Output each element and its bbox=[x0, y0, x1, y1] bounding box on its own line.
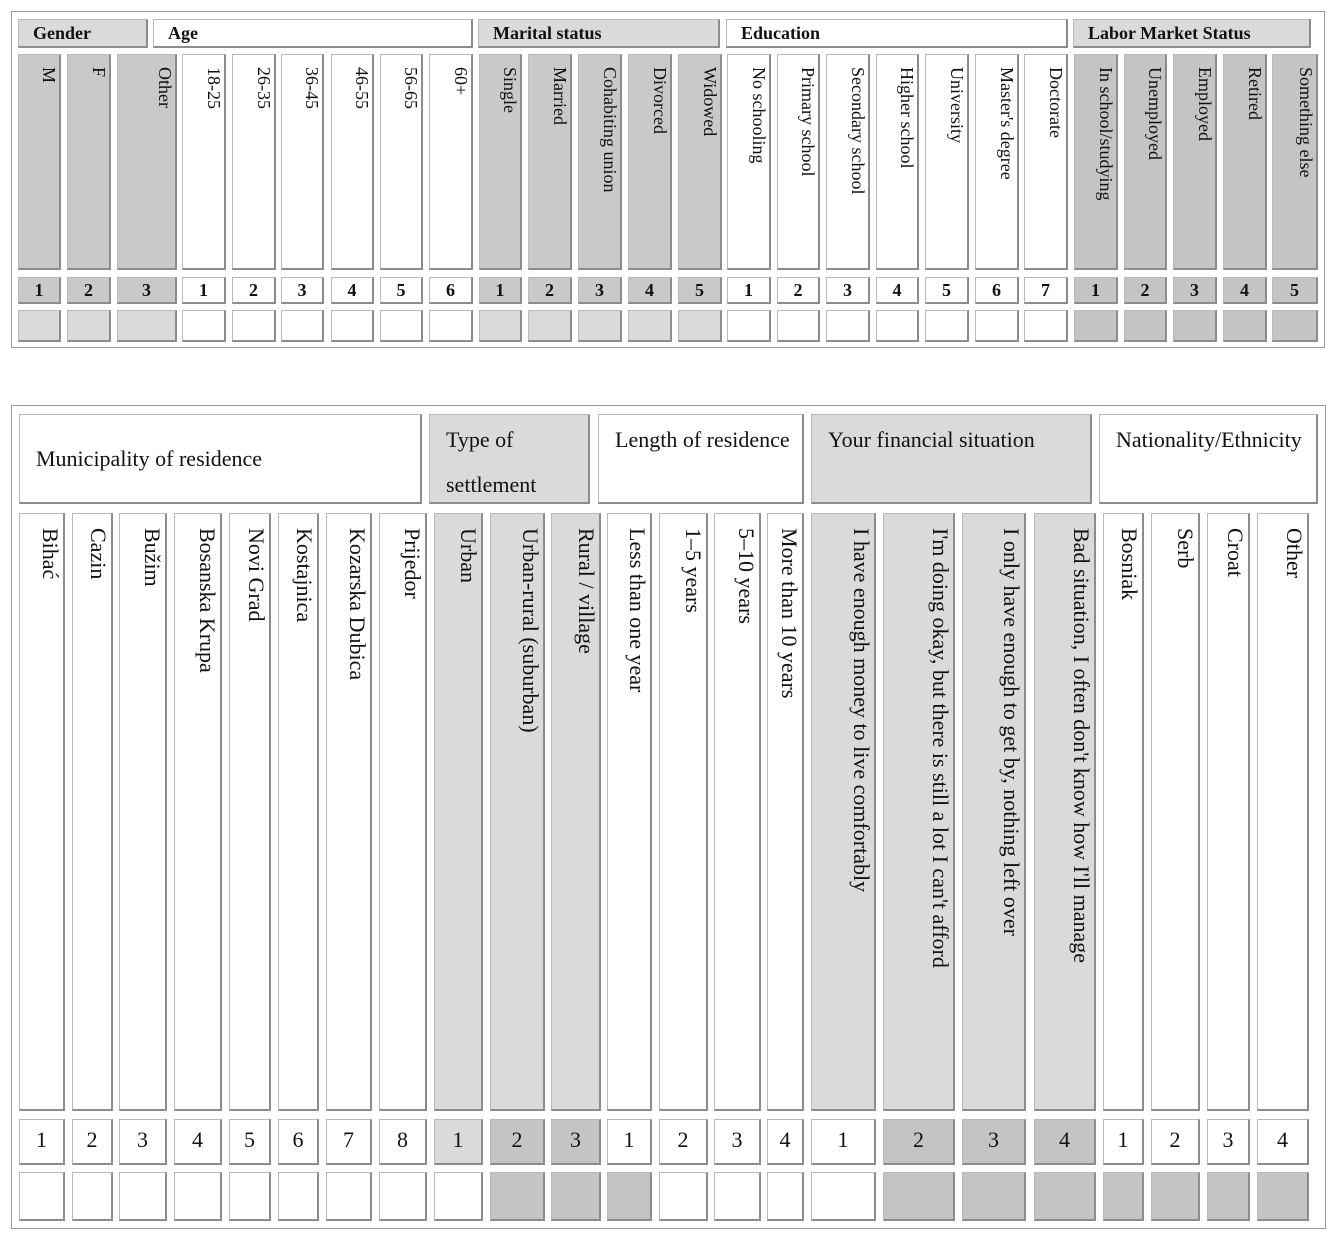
option-label-no-schooling bbox=[727, 54, 771, 270]
option-label-text: I have enough money to live comfortably bbox=[849, 528, 874, 893]
answer-box-46-55[interactable] bbox=[331, 310, 374, 342]
option-label-text: Doctorate bbox=[1046, 67, 1066, 138]
section-header-labor-market-status: Labor Market Status bbox=[1073, 19, 1311, 48]
option-code: 3 bbox=[281, 277, 324, 304]
option-label-text: Higher school bbox=[897, 67, 917, 169]
answer-box-1-5-years[interactable] bbox=[659, 1172, 708, 1221]
option-code: 3 bbox=[1173, 277, 1217, 304]
option-label-text: Primary school bbox=[798, 67, 818, 177]
option-label-text: Cohabiting union bbox=[600, 67, 620, 193]
section-header-length-of-residence bbox=[598, 414, 804, 504]
option-label-text: Unemployed bbox=[1145, 67, 1165, 160]
section-header-text: Type of settlement bbox=[446, 427, 537, 497]
answer-box-kozarska-dubica[interactable] bbox=[326, 1172, 372, 1221]
answer-box-employed[interactable] bbox=[1173, 310, 1217, 342]
option-label-36-45 bbox=[281, 54, 324, 270]
option-label-text: Bihać bbox=[38, 528, 63, 580]
option-label-single bbox=[479, 54, 522, 270]
answer-box-novi-grad[interactable] bbox=[229, 1172, 271, 1221]
option-label-cazin bbox=[72, 513, 113, 1111]
answer-box-doctorate[interactable] bbox=[1024, 310, 1068, 342]
option-label-text: 60+ bbox=[451, 67, 471, 96]
option-label-employed bbox=[1173, 54, 1217, 270]
option-label-bad-situation-i-often-don-t-know-how-i-ll-manage bbox=[1034, 513, 1096, 1111]
option-code: 5 bbox=[380, 277, 423, 304]
section-header-your-financial-situation bbox=[811, 414, 1092, 504]
option-code: 8 bbox=[379, 1119, 427, 1165]
section-header-text: Nationality/Ethnicity bbox=[1116, 427, 1302, 452]
option-code: 3 bbox=[117, 277, 177, 304]
answer-box-no-schooling[interactable] bbox=[727, 310, 771, 342]
option-label-primary-school bbox=[777, 54, 820, 270]
option-code: 4 bbox=[628, 277, 672, 304]
option-label-text: 1–5 years bbox=[681, 528, 706, 613]
answer-box-divorced[interactable] bbox=[628, 310, 672, 342]
answer-box-i-have-enough-money-to-live-comfortably[interactable] bbox=[811, 1172, 876, 1221]
answer-box-kostajnica[interactable] bbox=[278, 1172, 319, 1221]
option-label-f bbox=[67, 54, 111, 270]
option-code: 2 bbox=[1124, 277, 1167, 304]
option-label-text: Widowed bbox=[700, 67, 720, 137]
option-label-retired bbox=[1223, 54, 1267, 270]
option-label-text: Bosanska Krupa bbox=[195, 528, 220, 673]
option-code: 4 bbox=[174, 1119, 222, 1165]
answer-box-prijedor[interactable] bbox=[379, 1172, 427, 1221]
option-label-widowed bbox=[678, 54, 722, 270]
answer-box-unemployed[interactable] bbox=[1124, 310, 1167, 342]
option-code: 1 bbox=[811, 1119, 876, 1165]
option-code: 3 bbox=[119, 1119, 167, 1165]
option-code: 1 bbox=[727, 277, 771, 304]
option-label-text: Novi Grad bbox=[244, 528, 269, 622]
option-code: 7 bbox=[1024, 277, 1068, 304]
answer-box-m[interactable] bbox=[18, 310, 61, 342]
option-label-text: 26-35 bbox=[254, 67, 274, 109]
option-code: 5 bbox=[229, 1119, 271, 1165]
option-label-university bbox=[925, 54, 969, 270]
option-label-bihac bbox=[19, 513, 65, 1111]
option-label-text: 46-55 bbox=[352, 67, 372, 109]
option-code: 1 bbox=[1103, 1119, 1144, 1165]
answer-box-serb[interactable] bbox=[1151, 1172, 1200, 1221]
option-label-text: Single bbox=[500, 67, 520, 114]
option-label-text: 18-25 bbox=[204, 67, 224, 109]
option-label-serb bbox=[1151, 513, 1200, 1111]
option-code: 3 bbox=[578, 277, 622, 304]
answer-box-less-than-one-year[interactable] bbox=[607, 1172, 652, 1221]
answer-box-bosanska-krupa[interactable] bbox=[174, 1172, 222, 1221]
option-label-something-else bbox=[1272, 54, 1318, 270]
answer-box-rural-village[interactable] bbox=[551, 1172, 601, 1221]
answer-box-other[interactable] bbox=[117, 310, 177, 342]
option-code: 2 bbox=[777, 277, 820, 304]
answer-box-higher-school[interactable] bbox=[876, 310, 919, 342]
option-label-in-school-studying bbox=[1074, 54, 1118, 270]
answer-box-56-65[interactable] bbox=[380, 310, 423, 342]
option-label-text: Something else bbox=[1296, 67, 1316, 178]
option-label-46-55 bbox=[331, 54, 374, 270]
answer-box-university[interactable] bbox=[925, 310, 969, 342]
section-header-age: Age bbox=[153, 19, 473, 48]
answer-box-widowed[interactable] bbox=[678, 310, 722, 342]
answer-box-buzim[interactable] bbox=[119, 1172, 167, 1221]
option-label-text: Croat bbox=[1223, 528, 1248, 577]
option-label-text: Married bbox=[550, 67, 570, 125]
option-code: 1 bbox=[19, 1119, 65, 1165]
option-code: 2 bbox=[883, 1119, 955, 1165]
option-code: 2 bbox=[67, 277, 111, 304]
option-code: 4 bbox=[1257, 1119, 1309, 1165]
answer-box-5-10-years[interactable] bbox=[714, 1172, 761, 1221]
option-label-kozarska-dubica bbox=[326, 513, 372, 1111]
answer-box-36-45[interactable] bbox=[281, 310, 324, 342]
answer-box-bad-situation-i-often-don-t-know-how-i-ll-manage[interactable] bbox=[1034, 1172, 1096, 1221]
option-label-text: Kostajnica bbox=[292, 528, 317, 623]
option-label-text: More than 10 years bbox=[777, 528, 802, 699]
option-label-text: Divorced bbox=[650, 67, 670, 134]
option-code: 5 bbox=[1272, 277, 1318, 304]
option-label-rural-village bbox=[551, 513, 601, 1111]
option-label-other bbox=[1257, 513, 1309, 1111]
answer-box-i-m-doing-okay-but-there-is-still-a-lot-i-can-t-afford[interactable] bbox=[883, 1172, 955, 1221]
section-header-gender: Gender bbox=[18, 19, 148, 48]
answer-box-26-35[interactable] bbox=[232, 310, 276, 342]
option-label-text: Serb bbox=[1173, 528, 1198, 569]
option-label-5-10-years bbox=[714, 513, 761, 1111]
answer-box-other[interactable] bbox=[1257, 1172, 1309, 1221]
option-code: 4 bbox=[767, 1119, 804, 1165]
option-label-less-than-one-year bbox=[607, 513, 652, 1111]
option-label-urban-rural-suburban bbox=[490, 513, 545, 1111]
option-code: 1 bbox=[182, 277, 226, 304]
option-label-more-than-10-years bbox=[767, 513, 804, 1111]
option-label-cohabiting-union bbox=[578, 54, 622, 270]
option-code: 1 bbox=[18, 277, 61, 304]
option-label-divorced bbox=[628, 54, 672, 270]
option-code: 1 bbox=[434, 1119, 483, 1165]
answer-box-something-else[interactable] bbox=[1272, 310, 1318, 342]
option-label-unemployed bbox=[1124, 54, 1167, 270]
option-label-text: Employed bbox=[1195, 67, 1215, 141]
option-label-text: M bbox=[39, 67, 59, 84]
option-label-buzim bbox=[119, 513, 167, 1111]
option-code: 4 bbox=[1223, 277, 1267, 304]
option-label-text: 56-65 bbox=[401, 67, 421, 109]
answer-box-married[interactable] bbox=[528, 310, 572, 342]
option-label-26-35 bbox=[232, 54, 276, 270]
answer-box-cazin[interactable] bbox=[72, 1172, 113, 1221]
option-code: 1 bbox=[479, 277, 522, 304]
option-label-kostajnica bbox=[278, 513, 319, 1111]
option-code: 2 bbox=[72, 1119, 113, 1165]
answer-box-bihac[interactable] bbox=[19, 1172, 65, 1221]
option-label-text: Rural / village bbox=[574, 528, 599, 654]
option-label-text: No schooling bbox=[749, 67, 769, 164]
option-code: 2 bbox=[659, 1119, 708, 1165]
option-code: 4 bbox=[1034, 1119, 1096, 1165]
option-label-text: I only have enough to get by, nothing left over bbox=[999, 528, 1024, 936]
option-label-text: Other bbox=[1282, 528, 1307, 579]
option-label-married bbox=[528, 54, 572, 270]
option-label-text: I'm doing okay, but there is still a lot I can't afford bbox=[928, 528, 953, 968]
demographics-form-part-2 bbox=[11, 405, 1326, 1229]
answer-box-urban[interactable] bbox=[434, 1172, 483, 1221]
answer-box-primary-school[interactable] bbox=[777, 310, 820, 342]
option-code: 1 bbox=[607, 1119, 652, 1165]
option-label-master-s-degree bbox=[975, 54, 1019, 270]
answer-box-60[interactable] bbox=[429, 310, 473, 342]
option-label-18-25 bbox=[182, 54, 226, 270]
option-label-text: Secondary school bbox=[848, 67, 868, 195]
option-label-i-m-doing-okay-but-there-is-still-a-lot-i-can-t-afford bbox=[883, 513, 955, 1111]
option-label-1-5-years bbox=[659, 513, 708, 1111]
answer-box-in-school-studying[interactable] bbox=[1074, 310, 1118, 342]
option-code: 2 bbox=[232, 277, 276, 304]
option-code: 3 bbox=[826, 277, 870, 304]
option-label-text: Retired bbox=[1245, 67, 1265, 120]
answer-box-f[interactable] bbox=[67, 310, 111, 342]
option-label-secondary-school bbox=[826, 54, 870, 270]
option-label-text: Bosniak bbox=[1117, 528, 1142, 601]
option-code: 5 bbox=[925, 277, 969, 304]
option-label-bosniak bbox=[1103, 513, 1144, 1111]
option-label-urban bbox=[434, 513, 483, 1111]
option-label-croat bbox=[1207, 513, 1250, 1111]
option-label-text: F bbox=[89, 67, 109, 78]
option-label-other bbox=[117, 54, 177, 270]
answer-box-more-than-10-years[interactable] bbox=[767, 1172, 804, 1221]
option-code: 3 bbox=[962, 1119, 1026, 1165]
option-label-60 bbox=[429, 54, 473, 270]
option-label-text: 5–10 years bbox=[734, 528, 759, 624]
answer-box-bosniak[interactable] bbox=[1103, 1172, 1144, 1221]
option-label-i-only-have-enough-to-get-by-nothing-left-over bbox=[962, 513, 1026, 1111]
option-code: 3 bbox=[551, 1119, 601, 1165]
option-label-bosanska-krupa bbox=[174, 513, 222, 1111]
answer-box-18-25[interactable] bbox=[182, 310, 226, 342]
option-code: 5 bbox=[678, 277, 722, 304]
option-code: 4 bbox=[876, 277, 919, 304]
option-label-text: Prijedor bbox=[400, 528, 425, 599]
option-code: 6 bbox=[975, 277, 1019, 304]
section-header-nationality-ethnicity bbox=[1099, 414, 1318, 504]
option-code: 6 bbox=[429, 277, 473, 304]
option-label-text: Urban bbox=[456, 528, 481, 583]
answer-box-urban-rural-suburban[interactable] bbox=[490, 1172, 545, 1221]
answer-box-cohabiting-union[interactable] bbox=[578, 310, 622, 342]
option-label-text: Other bbox=[155, 67, 175, 108]
answer-box-secondary-school[interactable] bbox=[826, 310, 870, 342]
option-label-text: In school/studying bbox=[1096, 67, 1116, 201]
option-label-text: University bbox=[947, 67, 967, 143]
answer-box-master-s-degree[interactable] bbox=[975, 310, 1019, 342]
option-code: 2 bbox=[490, 1119, 545, 1165]
option-label-doctorate bbox=[1024, 54, 1068, 270]
option-label-prijedor bbox=[379, 513, 427, 1111]
option-code: 1 bbox=[1074, 277, 1118, 304]
option-label-text: Bad situation, I often don't know how I'll manage bbox=[1069, 528, 1094, 964]
option-label-text: 36-45 bbox=[302, 67, 322, 109]
answer-box-croat[interactable] bbox=[1207, 1172, 1250, 1221]
section-header-text: Your financial situation bbox=[828, 427, 1035, 452]
option-code: 2 bbox=[1151, 1119, 1200, 1165]
section-header-type-of-settlement bbox=[429, 414, 590, 504]
option-label-higher-school bbox=[876, 54, 919, 270]
option-label-text: Less than one year bbox=[625, 528, 650, 693]
option-code: 7 bbox=[326, 1119, 372, 1165]
answer-box-i-only-have-enough-to-get-by-nothing-left-over[interactable] bbox=[962, 1172, 1026, 1221]
option-label-m bbox=[18, 54, 61, 270]
option-code: 4 bbox=[331, 277, 374, 304]
section-header-education: Education bbox=[726, 19, 1068, 48]
option-label-56-65 bbox=[380, 54, 423, 270]
section-header-text: Length of residence bbox=[615, 427, 790, 452]
section-header-municipality-of-residence bbox=[19, 414, 422, 504]
answer-box-retired[interactable] bbox=[1223, 310, 1267, 342]
option-code: 2 bbox=[528, 277, 572, 304]
option-code: 3 bbox=[714, 1119, 761, 1165]
section-header-marital-status: Marital status bbox=[478, 19, 720, 48]
option-code: 3 bbox=[1207, 1119, 1250, 1165]
option-label-text: Master's degree bbox=[997, 67, 1017, 180]
option-label-i-have-enough-money-to-live-comfortably bbox=[811, 513, 876, 1111]
option-label-text: Bužim bbox=[140, 528, 165, 587]
option-label-text: Kozarska Dubica bbox=[345, 528, 370, 681]
option-label-novi-grad bbox=[229, 513, 271, 1111]
option-code: 6 bbox=[278, 1119, 319, 1165]
option-label-text: Urban-rural (suburban) bbox=[518, 528, 543, 733]
section-header-text: Municipality of residence bbox=[36, 445, 263, 471]
option-label-text: Cazin bbox=[86, 528, 111, 580]
demographics-form-part-1 bbox=[11, 11, 1325, 348]
answer-box-single[interactable] bbox=[479, 310, 522, 342]
